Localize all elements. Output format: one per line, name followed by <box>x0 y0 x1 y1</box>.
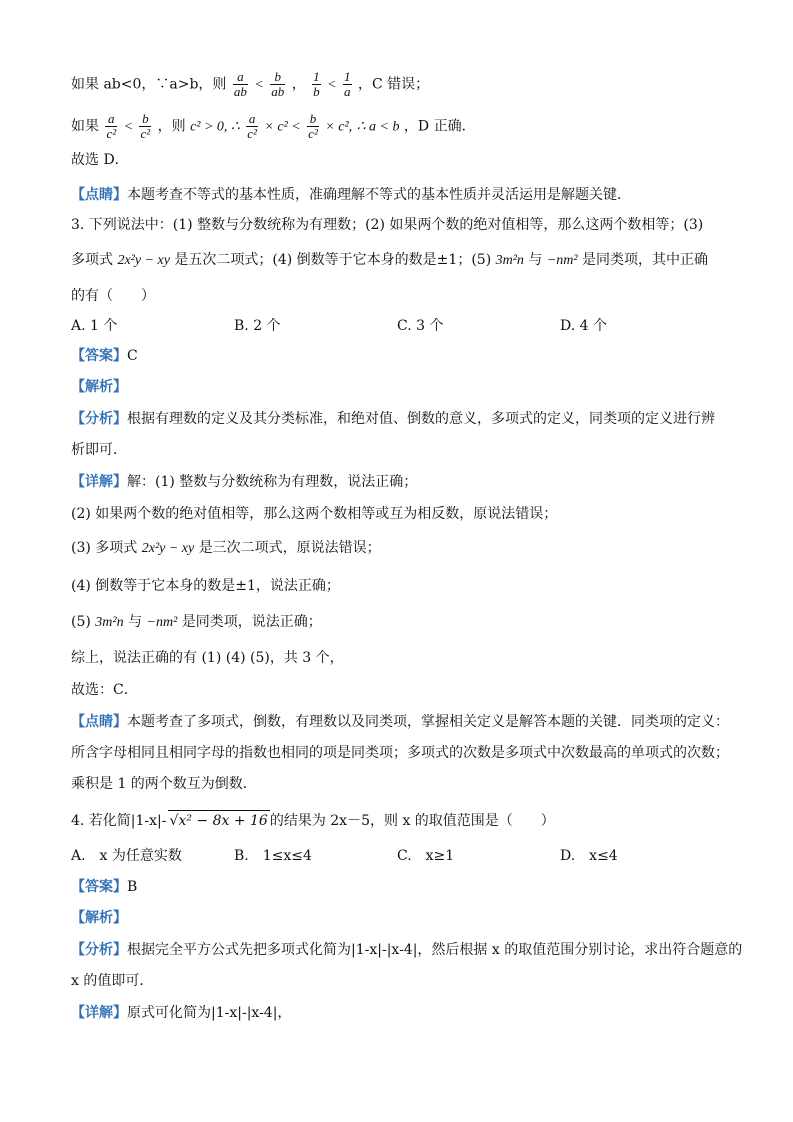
section-tag: 【详解】 <box>71 474 127 490</box>
section-tag: 【解析】 <box>71 910 127 926</box>
section-tag: 【答案】 <box>71 348 127 364</box>
text-segment: 根据有理数的定义及其分类标准，和绝对值、倒数的意义，多项式的定义，同类项的定义进行辨 <box>127 411 715 427</box>
section-tag: 【详解】 <box>71 1005 127 1021</box>
text-segment: (3) 多项式 <box>71 540 138 556</box>
answer-line <box>71 346 138 366</box>
math-expression: 2x²y − xy <box>141 541 195 556</box>
text-line: x 的值即可． <box>71 973 154 989</box>
text-line: (4) 倒数等于它本身的数是±1，说法正确； <box>71 578 340 594</box>
text-segment: 多项式 <box>71 252 113 268</box>
text-line: 故选：C． <box>71 682 138 698</box>
fraction: $\frac{1}{a}$ <box>344 69 351 99</box>
math-symbol: < <box>254 77 264 93</box>
section-tag: 【分析】 <box>71 411 127 427</box>
text-segment: 本题考查不等式的基本性质，准确理解不等式的基本性质并灵活运用是解题关键． <box>127 187 631 203</box>
fraction: $\frac{a}{\text{c²}}$ <box>247 111 257 141</box>
text-segment: 是同类项，其中正确 <box>582 252 709 268</box>
fraction: $\frac{a}{\text{c²}}$ <box>106 111 117 141</box>
text-line: 乘积是 1 的两个数互为倒数． <box>71 776 257 792</box>
answer-value: B <box>127 879 138 895</box>
text-segment: 是三次二项式，原说法错误； <box>198 540 381 556</box>
math-expression: × c², <box>325 119 353 135</box>
text-line <box>71 185 631 205</box>
option-a[interactable]: A. 1 个 <box>71 318 118 334</box>
text-line <box>71 250 708 271</box>
question-3-text: 3. 下列说法中：(1) 整数与分数统称为有理数；(2) 如果两个数的绝对值相等，那么这两个数相等；(3) <box>71 217 704 233</box>
text-line <box>71 472 417 492</box>
text-segment: 原式可化简为|1-x|-|x-4|， <box>127 1005 292 1021</box>
text-line <box>71 377 127 397</box>
text-segment: ，则 <box>157 118 186 135</box>
math-expression: 3m²n <box>495 253 524 268</box>
text-segment: (5) <box>71 614 91 630</box>
text-segment: 是同类项，说法正确； <box>181 614 322 630</box>
answer-line <box>71 877 137 897</box>
text-segment: 如果 ab<0，∵a>b，则 <box>71 76 227 93</box>
section-tag: 【点睛】 <box>71 187 127 203</box>
math-expression: 3m²n <box>95 615 124 630</box>
math-symbol: < <box>123 119 134 135</box>
text-line <box>71 940 742 960</box>
option-d[interactable]: D. x≤4 <box>560 848 618 864</box>
answer-value: C <box>127 348 138 364</box>
option-a[interactable]: A. x 为任意实数 <box>71 848 182 864</box>
text-segment: 本题考查了多项式，倒数，有理数以及同类项，掌握相关定义是解答本题的关键．同类项的定义： <box>127 714 729 730</box>
question-4-text <box>71 810 555 831</box>
math-expression: ∴ a < b <box>356 119 400 135</box>
text-line <box>71 612 322 633</box>
text-segment: 是五次二项式；(4) 倒数等于它本身的数是±1；(5) <box>174 252 492 268</box>
fraction: $\frac{a}{ab}$ <box>233 69 247 99</box>
math-expression: 2x²y − xy <box>117 253 170 268</box>
text-segment: 的结果为 2x－5，则 x 的取值范围是（ ） <box>269 813 555 829</box>
text-line: (2) 如果两个数的绝对值相等，那么这两个数相等或互为相反数，原说法错误； <box>71 506 558 522</box>
sqrt-expression: √x² − 8x + 16 <box>168 810 270 831</box>
option-c[interactable]: C. x≥1 <box>397 848 455 864</box>
option-c[interactable]: C. 3 个 <box>397 318 444 334</box>
text-line <box>71 112 476 141</box>
math-expression: × c² < <box>264 119 301 135</box>
fraction: $\frac{1}{b}$ <box>313 69 320 99</box>
math-expression: c² > 0, ∴ <box>190 119 240 135</box>
fraction: $\frac{b}{\text{c²}}$ <box>308 111 318 141</box>
text-segment: ，C 错误； <box>357 76 430 93</box>
text-line: 所含字母相同且相同字母的指数也相同的项是同类项；多项式的次数是多项式中次数最高的单项式的次数； <box>71 745 729 761</box>
fraction: $\frac{b}{ab}$ <box>271 69 285 99</box>
option-b[interactable]: B. 2 个 <box>234 318 281 334</box>
text-line <box>71 908 127 928</box>
text-segment: 根据完全平方公式先把多项式化简为|1-x|-|x-4|，然后根据 x 的取值范围分别讨论，求出符合题意的 <box>127 942 743 958</box>
math-symbol: < <box>327 77 337 93</box>
section-tag: 【点睛】 <box>71 714 127 730</box>
text-segment: 与 <box>528 252 543 268</box>
section-tag: 【答案】 <box>71 879 127 895</box>
fraction: $\frac{b}{\text{c²}}$ <box>140 111 151 141</box>
section-tag: 【分析】 <box>71 942 127 958</box>
text-segment: 解：(1) 整数与分数统称为有理数，说法正确； <box>127 474 418 490</box>
text-line: 综上，说法正确的有 (1) (4) (5)，共 3 个， <box>71 650 344 666</box>
text-line: 析即可． <box>71 442 127 458</box>
text-line <box>71 70 429 99</box>
text-line: 的有（ ） <box>71 288 155 304</box>
text-line <box>71 712 729 732</box>
text-segment: 与 <box>128 614 143 630</box>
text-segment: 如果 <box>71 118 99 135</box>
option-b[interactable]: B. 1≤x≤4 <box>234 848 312 864</box>
text-line <box>71 1003 291 1023</box>
text-segment: 4. 若化简|1-x|- <box>71 813 167 829</box>
math-expression: −nm² <box>146 615 178 630</box>
text-line <box>71 409 715 429</box>
section-tag: 【解析】 <box>71 379 127 395</box>
text-line <box>71 538 381 559</box>
text-segment: ， <box>291 76 306 93</box>
option-d[interactable]: D. 4 个 <box>560 318 607 334</box>
math-expression: −nm² <box>546 253 578 268</box>
text-line: 故选 D． <box>71 152 129 168</box>
text-segment: ，D 正确． <box>403 118 476 135</box>
